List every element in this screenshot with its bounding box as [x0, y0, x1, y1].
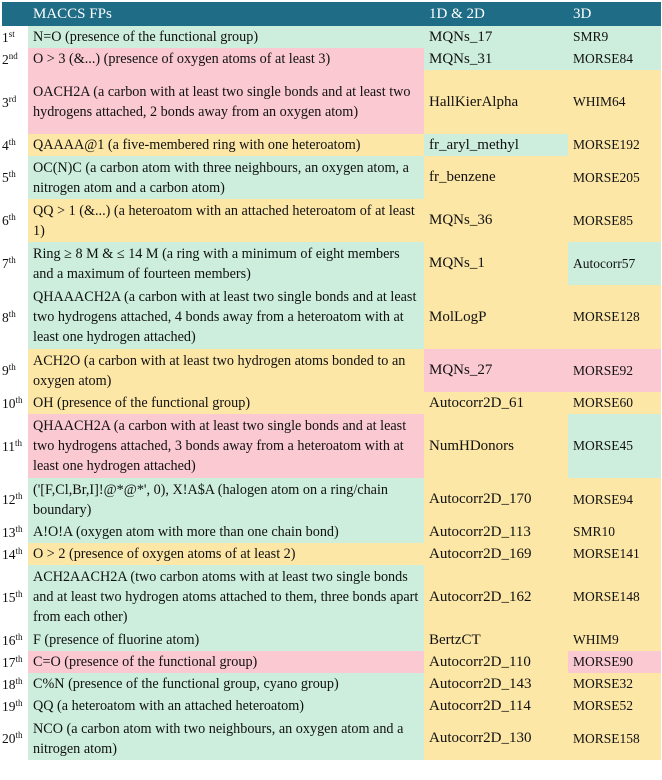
rank-number: 8 [2, 309, 9, 325]
descriptor-3d-cell: MORSE90 [568, 651, 661, 673]
rank-number: 3 [2, 94, 9, 110]
maccs-cell: QAAAA@1 (a five-membered ring with one heteroatom) [28, 134, 424, 156]
descriptor-1d-2d-cell: MQNs_17 [424, 26, 568, 48]
rank-cell [2, 629, 28, 651]
descriptor-1d-2d-cell: MolLogP [424, 285, 568, 349]
rank-cell [2, 543, 28, 565]
descriptor-1d-2d-cell: Autocorr2D_114 [424, 695, 568, 717]
rank-cell [2, 695, 28, 717]
rank-suffix: th [15, 697, 23, 708]
rank-number: 7 [2, 256, 9, 271]
maccs-cell: F (presence of fluorine atom) [28, 629, 424, 651]
rank-number: 4 [2, 137, 9, 153]
table-row [2, 199, 661, 242]
maccs-cell: QQ > 1 (&...) (a heteroatom with an attached heteroatom of at least 1) [28, 199, 424, 242]
table-row [2, 242, 661, 285]
rank-cell [2, 521, 28, 543]
rank-suffix: th [15, 523, 23, 534]
maccs-cell: ACH2AACH2A (two carbon atoms with at least two single bonds and at least two hydrogen atoms attached to them, three bonds apart from each other) [28, 565, 424, 629]
maccs-cell: ('[F,Cl,Br,I]!@*@*', 0), X!A$A (halogen atom on a ring/chain boundary) [28, 478, 424, 521]
maccs-cell: A!O!A (oxygen atom with more than one chain bond) [28, 521, 424, 543]
rank-cell [2, 414, 28, 478]
table-row [2, 156, 661, 199]
rank-cell [2, 717, 28, 760]
rank-number: 19 [2, 698, 16, 714]
descriptor-1d-2d-cell: MQNs_36 [424, 199, 568, 242]
rank-suffix: th [15, 675, 23, 686]
descriptor-1d-2d-cell: Autocorr2D_113 [424, 521, 568, 543]
rank-suffix: th [8, 212, 16, 222]
descriptor-1d-2d-cell: MQNs_31 [424, 48, 568, 70]
rank-number: 9 [2, 363, 9, 378]
table-row [2, 565, 661, 629]
rank-cell [2, 156, 28, 199]
rank-cell [2, 48, 28, 70]
descriptor-1d-2d-cell: BertzCT [424, 629, 568, 651]
maccs-cell: QHAAACH2A (a carbon with at least two single bonds and at least two hydrogens attached, 4 bonds away from a heteroatom with at least one hydrogen attached) [28, 285, 424, 349]
maccs-cell: O > 3 (&...) (presence of oxygen atoms of at least 3) [28, 48, 424, 70]
rank-suffix: th [15, 491, 23, 501]
rank-suffix: th [8, 136, 16, 147]
rank-number: 10 [2, 395, 16, 411]
table-row [2, 26, 661, 48]
maccs-cell: C=O (presence of the functional group) [28, 651, 424, 673]
descriptor-3d-cell: WHIM9 [568, 629, 661, 651]
descriptor-1d-2d-cell: MQNs_1 [424, 242, 568, 285]
descriptor-1d-2d-cell: NumHDonors [424, 414, 568, 478]
descriptor-1d-2d-cell: Autocorr2D_170 [424, 478, 568, 521]
table-row [2, 285, 661, 349]
table-row [2, 392, 661, 414]
rank-number: 2 [2, 51, 9, 67]
maccs-cell: QQ (a heteroatom with an attached heteroatom) [28, 695, 424, 717]
descriptor-1d-2d-cell: Autocorr2D_110 [424, 651, 568, 673]
rank-cell [2, 349, 28, 392]
rank-suffix: th [8, 308, 16, 319]
rank-suffix: rd [8, 93, 17, 104]
rank-cell [2, 673, 28, 695]
descriptor-3d-cell: MORSE128 [568, 285, 661, 349]
descriptor-3d-cell: MORSE60 [568, 392, 661, 414]
rank-cell [2, 242, 28, 285]
rank-suffix: th [15, 437, 23, 448]
table-row [2, 48, 661, 70]
rank-suffix: th [15, 394, 23, 405]
descriptor-3d-cell: MORSE85 [568, 199, 661, 242]
maccs-cell: ACH2O (a carbon with at least two hydrogen atoms bonded to an oxygen atom) [28, 349, 424, 392]
descriptor-1d-2d-cell: Autocorr2D_61 [424, 392, 568, 414]
descriptor-3d-cell: MORSE141 [568, 543, 661, 565]
table-row [2, 521, 661, 543]
rank-suffix: th [15, 730, 23, 740]
descriptor-3d-cell: MORSE148 [568, 565, 661, 629]
descriptor-3d-cell: SMR9 [568, 26, 661, 48]
descriptor-3d-cell: SMR10 [568, 521, 661, 543]
rank-cell [2, 392, 28, 414]
descriptor-3d-cell: MORSE158 [568, 717, 661, 760]
header-rank [2, 2, 28, 26]
table-row [2, 629, 661, 651]
maccs-cell: C%N (presence of the functional group, cyano group) [28, 673, 424, 695]
descriptor-3d-cell: MORSE92 [568, 349, 661, 392]
rank-number: 15 [2, 589, 16, 605]
maccs-cell: N=O (presence of the functional group) [28, 26, 424, 48]
descriptor-1d-2d-cell: fr_benzene [424, 156, 568, 199]
descriptor-3d-cell: Autocorr57 [568, 242, 661, 285]
table-row [2, 673, 661, 695]
rank-cell [2, 70, 28, 134]
descriptor-1d-2d-cell: Autocorr2D_130 [424, 717, 568, 760]
table-row [2, 543, 661, 565]
table-row [2, 349, 661, 392]
table-body [2, 26, 661, 760]
rank-suffix: st [8, 28, 15, 39]
rank-number: 14 [2, 546, 16, 562]
rank-number: 11 [2, 438, 15, 454]
rank-number: 1 [2, 29, 9, 45]
table-row [2, 414, 661, 478]
descriptor-1d-2d-cell: fr_aryl_methyl [424, 134, 568, 156]
rank-suffix: th [15, 545, 23, 556]
rank-suffix: th [15, 653, 23, 664]
rank-cell [2, 26, 28, 48]
table-row [2, 651, 661, 673]
maccs-cell: O > 2 (presence of oxygen atoms of at least 2) [28, 543, 424, 565]
rank-cell [2, 199, 28, 242]
descriptor-3d-cell: MORSE52 [568, 695, 661, 717]
rank-cell [2, 651, 28, 673]
table-row [2, 695, 661, 717]
descriptor-1d-2d-cell: Autocorr2D_162 [424, 565, 568, 629]
rank-cell [2, 478, 28, 521]
rank-suffix: th [8, 169, 16, 179]
feature-ranking-table [2, 2, 661, 760]
table-row [2, 478, 661, 521]
rank-number: 18 [2, 676, 16, 692]
table-row [2, 70, 661, 134]
rank-number: 12 [2, 492, 16, 507]
rank-cell [2, 565, 28, 629]
header-row [2, 2, 661, 26]
header-3d: 3D [568, 2, 661, 26]
rank-number: 6 [2, 213, 9, 228]
table-row [2, 134, 661, 156]
maccs-cell: OACH2A (a carbon with at least two single bonds and at least two hydrogens attached, 2 bonds away from an oxygen atom) [28, 70, 424, 134]
maccs-cell: NCO (a carbon atom with two neighbours, an oxygen atom and a nitrogen atom) [28, 717, 424, 760]
descriptor-1d-2d-cell: HallKierAlpha [424, 70, 568, 134]
descriptor-3d-cell: MORSE94 [568, 478, 661, 521]
descriptor-3d-cell: MORSE192 [568, 134, 661, 156]
descriptor-3d-cell: WHIM64 [568, 70, 661, 134]
descriptor-3d-cell: MORSE205 [568, 156, 661, 199]
rank-suffix: th [8, 362, 16, 372]
descriptor-3d-cell: MORSE45 [568, 414, 661, 478]
maccs-cell: Ring ≥ 8 M & ≤ 14 M (a ring with a minimum of eight members and a maximum of fourteen members) [28, 242, 424, 285]
descriptor-1d-2d-cell: Autocorr2D_169 [424, 543, 568, 565]
rank-number: 13 [2, 524, 16, 540]
descriptor-1d-2d-cell: MQNs_27 [424, 349, 568, 392]
maccs-cell: QHAACH2A (a carbon with at least two single bonds and at least two hydrogens attached, 3 bonds away from a heteroatom with at least one hydrogen attached) [28, 414, 424, 478]
maccs-cell: OH (presence of the functional group) [28, 392, 424, 414]
maccs-cell: OC(N)C (a carbon atom with three neighbours, an oxygen atom, a nitrogen atom and a carbon atom) [28, 156, 424, 199]
rank-cell [2, 134, 28, 156]
rank-suffix: th [15, 588, 23, 599]
rank-number: 17 [2, 654, 16, 670]
rank-cell [2, 285, 28, 349]
rank-suffix: th [15, 631, 23, 642]
rank-suffix: nd [8, 50, 18, 61]
table-row [2, 717, 661, 760]
rank-number: 20 [2, 731, 16, 746]
header-maccs-fps: MACCS FPs [28, 2, 424, 26]
rank-number: 5 [2, 170, 9, 185]
rank-number: 16 [2, 632, 16, 648]
descriptor-3d-cell: MORSE84 [568, 48, 661, 70]
descriptor-3d-cell: MORSE32 [568, 673, 661, 695]
rank-suffix: th [8, 255, 16, 265]
descriptor-1d-2d-cell: Autocorr2D_143 [424, 673, 568, 695]
header-1d-2d: 1D & 2D [424, 2, 568, 26]
